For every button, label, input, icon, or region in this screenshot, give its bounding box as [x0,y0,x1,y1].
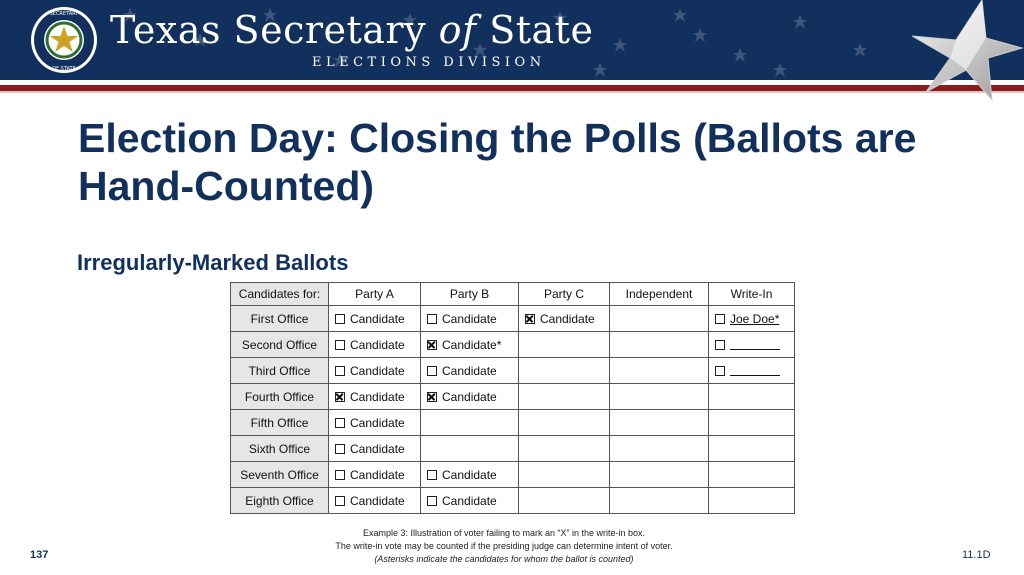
ballot-choice [329,442,420,456]
header-banner [0,0,1024,80]
checked-box-icon [335,392,345,402]
ballot-cell [519,384,610,410]
candidate-label: Candidate [350,415,405,430]
ballot-cell [519,488,610,514]
candidate-label: Candidate [442,311,497,326]
candidate-label: Candidate [540,311,595,326]
candidate-label: Joe Doe* [730,311,780,326]
ballot-cell [421,332,519,358]
empty-box-icon [427,496,437,506]
ballot-cell [709,436,795,462]
candidate-label: Candidate [350,467,405,482]
ballot-cell [709,306,795,332]
candidate-label: Candidate [442,493,497,508]
empty-box-icon [715,314,725,324]
agency-title-part2: State [489,8,594,52]
write-in-blank-line [730,339,780,350]
office-label: Second Office [231,332,329,358]
ballot-cell [329,462,421,488]
ballot-cell [421,488,519,514]
ballot-choice [421,390,518,404]
ballot-cell [519,410,610,436]
candidate-label: Candidate [442,363,497,378]
table-row [231,332,795,358]
ballot-choice [709,365,794,376]
caption-line: The write-in vote may be counted if the presiding judge can determine intent of voter. [335,541,673,551]
checked-box-icon [427,340,437,350]
candidate-label: Candidate [350,363,405,378]
empty-box-icon [335,418,345,428]
empty-box-icon [335,340,345,350]
ballot-cell [709,462,795,488]
ballot-choice [329,338,420,352]
ballot-cell [709,384,795,410]
ballot-cell [329,436,421,462]
ballot-cell [709,410,795,436]
ballot-choice [421,364,518,378]
caption-line: Example 3: Illustration of voter failing to mark an “X” in the write-in box. [362,528,646,538]
agency-title [110,8,593,52]
checked-box-icon [427,392,437,402]
table-row [231,384,795,410]
ballot-cell [610,488,709,514]
empty-box-icon [335,314,345,324]
ballot-choice [329,312,420,326]
ballot-cell [421,436,519,462]
agency-title-of: of [438,8,477,52]
ballot-choice [421,312,518,326]
ballot-choice [329,364,420,378]
empty-box-icon [335,366,345,376]
empty-box-icon [427,470,437,480]
empty-box-icon [715,340,725,350]
column-header: Candidates for: [231,283,329,306]
office-label: First Office [231,306,329,332]
ballot-choice [329,416,420,430]
ballot-cell [421,462,519,488]
ballot-cell [610,306,709,332]
column-header: Party C [519,283,610,306]
office-label: Fourth Office [231,384,329,410]
candidate-label: Candidate* [442,337,502,352]
ballot-choice [421,338,518,352]
ballot-cell [610,410,709,436]
table-row [231,410,795,436]
empty-box-icon [335,444,345,454]
svg-text:OF STATE: OF STATE [52,66,76,72]
ballot-table [230,282,795,514]
candidate-label: Candidate [350,389,405,404]
ballot-cell [519,462,610,488]
office-label: Sixth Office [231,436,329,462]
ballot-cell [709,332,795,358]
ballot-cell [709,358,795,384]
svg-text:SECRETARY: SECRETARY [49,11,79,17]
ballot-cell [610,384,709,410]
agency-title-part1: Texas Secretary [110,8,427,52]
section-subtitle: Irregularly-Marked Ballots [77,250,349,275]
caption-note: (Asterisks indicate the candidates for whom the ballot is counted) [374,554,634,564]
page-number: 137 [30,549,49,561]
ballot-cell [519,436,610,462]
ballot-cell [519,332,610,358]
ballot-choice [519,312,609,326]
ballot-cell [329,384,421,410]
ballot-choice [421,494,518,508]
candidate-label: Candidate [350,311,405,326]
office-label: Fifth Office [231,410,329,436]
ballot-cell [421,358,519,384]
column-header: Write-In [709,283,795,306]
figure-caption [330,527,678,566]
table-row [231,488,795,514]
ballot-choice [709,312,794,326]
ballot-header-row [231,283,795,306]
ballot-cell [329,306,421,332]
checked-box-icon [525,314,535,324]
empty-box-icon [335,470,345,480]
ballot-choice [329,390,420,404]
column-header: Party B [421,283,519,306]
ballot-cell [519,358,610,384]
division-label: ELECTIONS DIVISION [312,55,546,70]
state-seal [30,6,98,74]
ballot-cell [329,358,421,384]
candidate-label: Candidate [350,493,405,508]
column-header: Party A [329,283,421,306]
ballot-cell [329,410,421,436]
ballot-cell [329,332,421,358]
ballot-cell [329,488,421,514]
ballot-cell [610,358,709,384]
ballot-cell [421,306,519,332]
office-label: Eighth Office [231,488,329,514]
empty-box-icon [427,314,437,324]
empty-box-icon [335,496,345,506]
candidate-label: Candidate [350,441,405,456]
office-label: Third Office [231,358,329,384]
office-label: Seventh Office [231,462,329,488]
banner-shadow-stripe [0,91,1024,93]
candidate-label: Candidate [442,389,497,404]
ballot-cell [709,488,795,514]
ballot-cell [421,384,519,410]
ballot-cell [421,410,519,436]
table-row [231,436,795,462]
silver-star-icon [904,0,1024,122]
ballot-choice [329,468,420,482]
table-row [231,462,795,488]
empty-box-icon [715,366,725,376]
ballot-cell [610,436,709,462]
empty-box-icon [427,366,437,376]
write-in-blank-line [730,365,780,376]
candidate-label: Candidate [442,467,497,482]
ballot-cell [519,306,610,332]
page-title: Election Day: Closing the Polls (Ballots are Hand-Counted) [78,115,917,209]
table-row [231,306,795,332]
ballot-cell [610,462,709,488]
table-row [231,358,795,384]
ballot-choice [329,494,420,508]
candidate-label: Candidate [350,337,405,352]
ballot-choice [421,468,518,482]
column-header: Independent [610,283,709,306]
ballot-body [231,306,795,514]
ballot-choice [709,339,794,350]
section-code: 11.1D [962,549,991,561]
ballot-cell [610,332,709,358]
